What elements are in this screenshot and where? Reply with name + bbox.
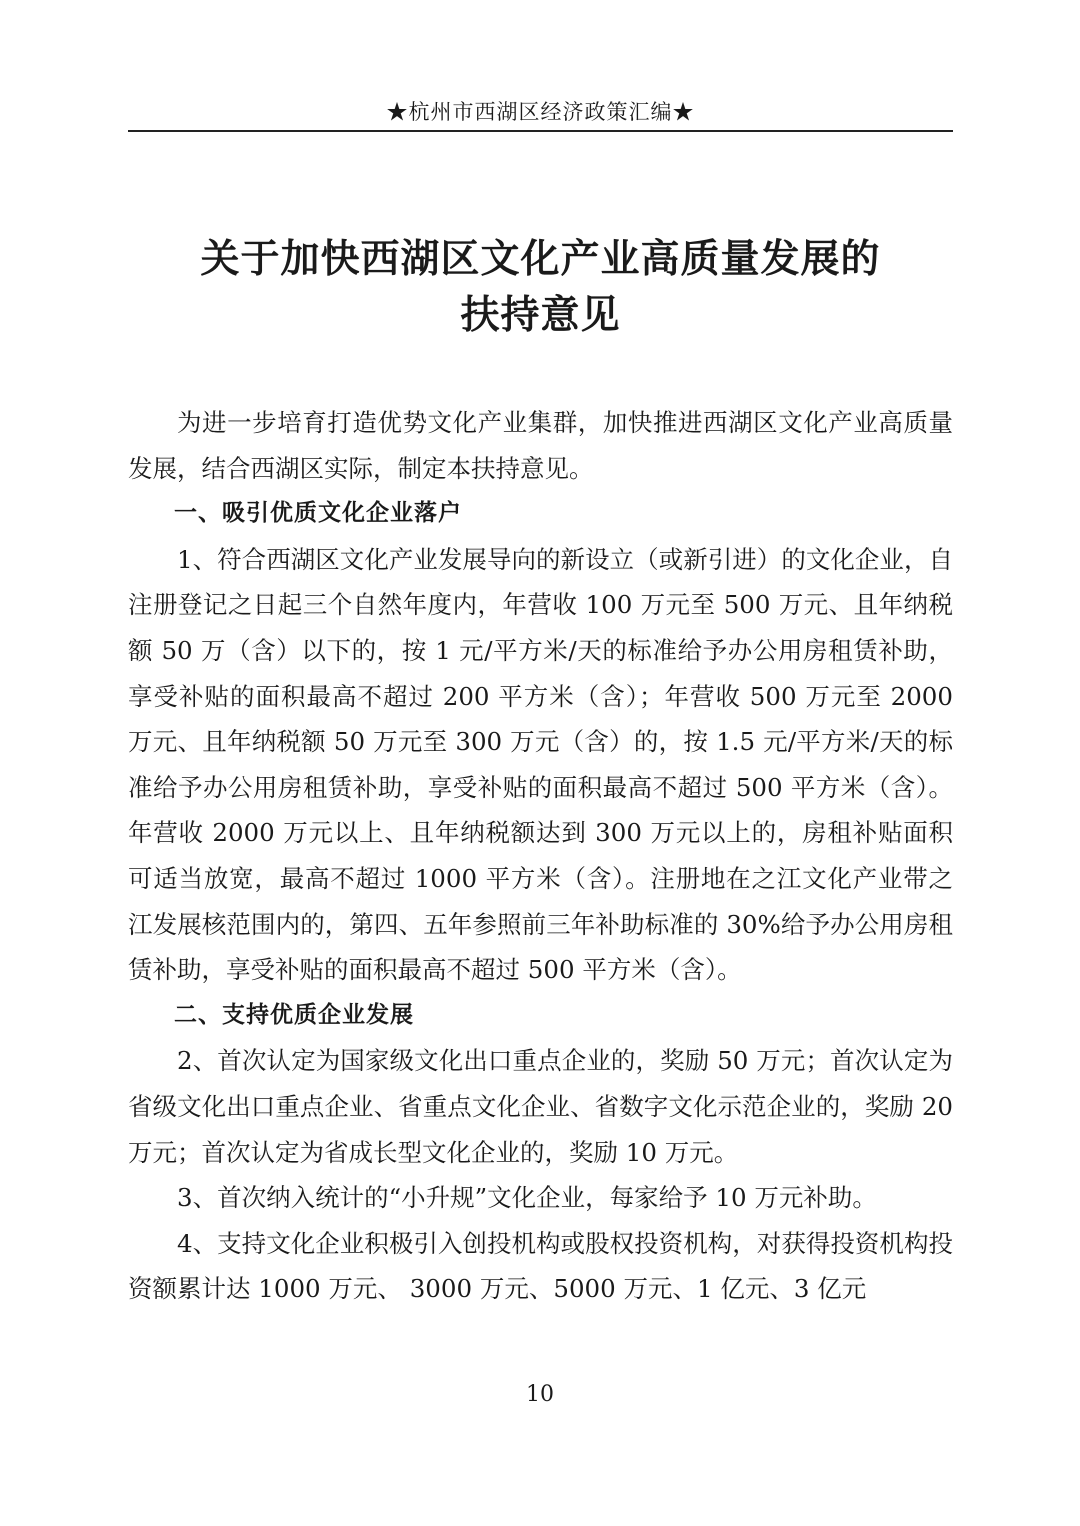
item-4-paragraph: 4、支持文化企业积极引入创投机构或股权投资机构，对获得投资机构投资额累计达 1000 万元、 3000 万元、5000 万元、1 亿元、3 亿元: [128, 1228, 953, 1304]
header-rule: [128, 130, 953, 132]
title-line-2: 扶持意见: [460, 293, 621, 338]
document-body: [128, 400, 953, 1312]
page-number: 10: [526, 1382, 554, 1407]
section-heading-2: 二、支持优质企业发展: [174, 1001, 414, 1028]
item-2-paragraph: 2、首次认定为国家级文化出口重点企业的，奖励 50 万元；首次认定为省级文化出口重点企业、省重点文化企业、省数字文化示范企业的，奖励 20 万元；首次认定为省成长型文化企业的，奖励 10 万元。: [128, 1046, 953, 1167]
item-1-paragraph: 1、符合西湖区文化产业发展导向的新设立（或新引进）的文化企业，自注册登记之日起三个自然年度内，年营收 100 万元至 500 万元、且年纳税额 50 万（含）以下的，按 1 元/平方米/天的标准给予办公用房租赁补助，享受补贴的面积最高不超过 200 平方米（含）；年营收 500 万元至 2000 万元、且年纳税额 50 万元至 300 万元（含）的，按 1.5 元/平方米/天的标准给予办公用房租赁补助，享受补贴的面积最高不超过 500 平方米（含）。年营收 2000 万元以上、且年纳税额达到 300 万元以上的，房租补贴面积可适当放宽，最高不超过 1000 平方米（含）。注册地在之江文化产业带之江发展核范围内的，第四、五年参照前三年补助标准的 30%给予办公用房租赁补助，享受补贴的面积最高不超过 500 平方米（含）。: [128, 544, 953, 985]
document-title: [128, 232, 953, 344]
section-heading-1: 一、吸引优质文化企业落户: [174, 500, 462, 527]
running-header: ★杭州市西湖区经济政策汇编★: [386, 100, 695, 124]
intro-paragraph: 为进一步培育打造优势文化产业集群，加快推进西湖区文化产业高质量发展，结合西湖区实际，制定本扶持意见。: [128, 408, 953, 483]
item-3-paragraph: 3、首次纳入统计的“小升规”文化企业，每家给予 10 万元补助。: [177, 1183, 877, 1213]
title-line-1: 关于加快西湖区文化产业高质量发展的: [200, 237, 881, 282]
